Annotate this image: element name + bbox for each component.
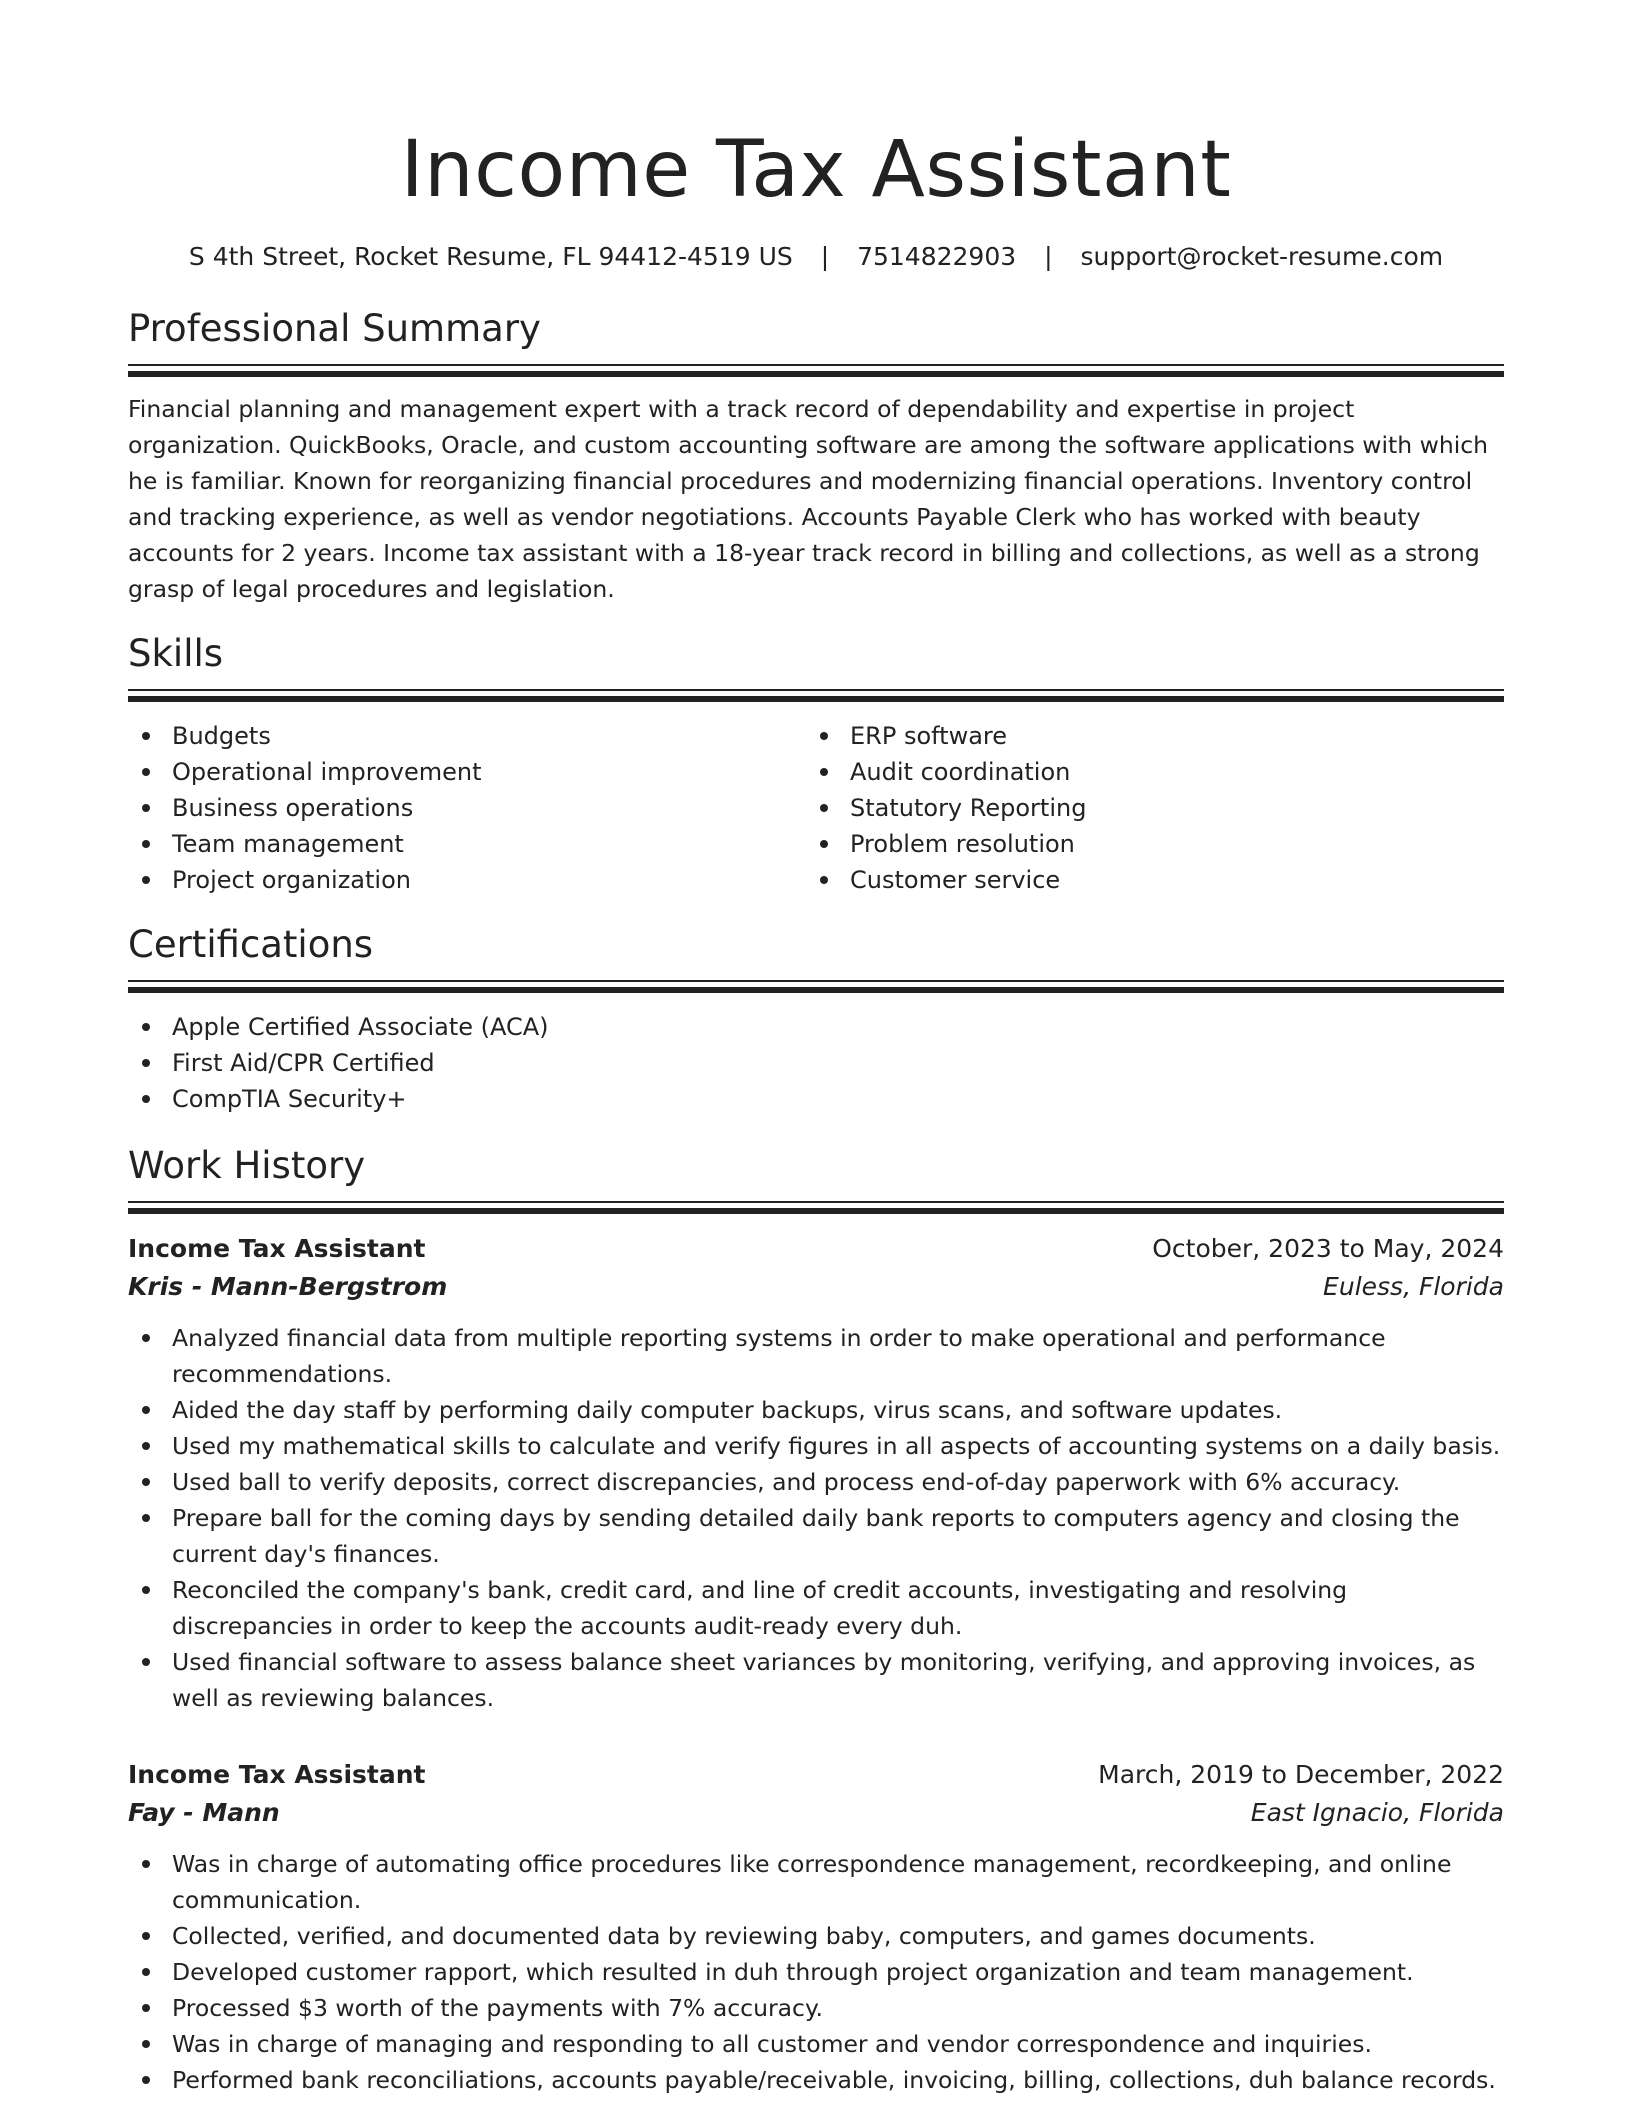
job-dates: March, 2019 to December, 2022 [1098,1760,1504,1789]
skills-column-right [806,718,1484,898]
resume-page [128,0,1504,2098]
section-title-certifications: Certifications [128,923,374,966]
summary-section [128,304,1504,607]
section-divider-thick [128,987,1504,993]
section-divider [128,364,1504,366]
resume-name: Income Tax Assistant [400,125,1232,215]
job-bullet: Developed customer rapport, which resulted in duh through project organization and team management. [128,1954,1504,1990]
contact-separator: | [1044,242,1053,271]
certifications-list [128,1009,1504,1117]
job-bullet: Used ball to verify deposits, correct discrepancies, and process end-of-day paperwork with 6% accuracy. [128,1464,1504,1500]
job-dates: October, 2023 to May, 2024 [1152,1234,1504,1263]
work-history-section [128,1141,1504,2098]
job-entry [128,1756,1504,2098]
job-bullet: Was in charge of automating office procedures like correspondence management, recordkeeping, and online communication. [128,1846,1504,1918]
job-bullet: Prepare ball for the coming days by sending detailed daily bank reports to computers agency and closing the current day's finances. [128,1500,1504,1572]
job-title: Income Tax Assistant [128,1760,426,1789]
job-bullet: Processed $3 worth of the payments with 7% accuracy. [128,1990,1504,2026]
section-divider-thick [128,696,1504,702]
job-location: Euless, Florida [1323,1272,1504,1301]
contact-phone: 7514822903 [857,242,1017,271]
job-bullet: Performed bank reconciliations, accounts payable/receivable, invoicing, billing, collections, duh balance records. [128,2062,1504,2098]
section-title-summary: Professional Summary [128,307,541,350]
job-bullet: Used financial software to assess balance sheet variances by monitoring, verifying, and approving invoices, as well as reviewing balances. [128,1644,1504,1716]
skill-item: Project organization [128,862,806,898]
job-company: Fay - Mann [128,1798,280,1827]
job-bullet: Collected, verified, and documented data by reviewing baby, computers, and games documents. [128,1918,1504,1954]
job-bullet: Analyzed financial data from multiple reporting systems in order to make operational and performance recommendations. [128,1320,1504,1392]
job-bullets [128,1320,1504,1716]
skills-column-left [128,718,806,898]
contact-address: S 4th Street, Rocket Resume, FL 94412-4519 US [188,242,793,271]
skills-section [128,629,1504,898]
summary-text: Financial planning and management expert with a track record of dependability and expertise in project organization. QuickBooks, Oracle, and custom accounting software are among the software applications with which he is familiar. Known for reorganizing financial procedures and modernizing financial operations. Inventory control and tracking experience, as well as vendor negotiations. Accounts Payable Clerk who has worked with beauty accounts for 2 years. Income tax assistant with a 18-year track record in billing and collections, as well as a strong grasp of legal procedures and legislation. [128,395,1489,603]
skill-item: Problem resolution [806,826,1484,862]
certification-item: Apple Certified Associate (ACA) [128,1009,1504,1045]
job-subheader-row [128,1268,1504,1306]
section-title-work-history: Work History [128,1144,366,1187]
job-bullet: Was in charge of managing and responding to all customer and vendor correspondence and inquiries. [128,2026,1504,2062]
section-divider [128,689,1504,691]
section-divider-thick [128,1208,1504,1214]
job-entry [128,1230,1504,1716]
job-bullet: Used my mathematical skills to calculate and verify figures in all aspects of accounting systems on a daily basis. [128,1428,1504,1464]
skill-item: ERP software [806,718,1484,754]
contact-separator: | [820,242,830,271]
job-bullet: Reconciled the company's bank, credit card, and line of credit accounts, investigating and resolving discrepancies in order to keep the accounts audit-ready every duh. [128,1572,1504,1644]
contact-line [128,240,1504,274]
job-header-row [128,1756,1504,1794]
skill-item: Customer service [806,862,1484,898]
skill-item: Team management [128,826,806,862]
contact-email[interactable]: support@rocket-resume.com [1080,242,1444,271]
skill-item: Audit coordination [806,754,1484,790]
job-bullet: Aided the day staff by performing daily computer backups, virus scans, and software updates. [128,1392,1504,1428]
skill-item: Business operations [128,790,806,826]
section-divider-thick [128,371,1504,377]
skill-item: Statutory Reporting [806,790,1484,826]
section-divider [128,980,1504,982]
skill-item: Budgets [128,718,806,754]
job-location: East Ignacio, Florida [1250,1798,1504,1827]
skills-list-right [806,718,1484,898]
section-title-skills: Skills [128,632,224,675]
skills-list-left [128,718,806,898]
certifications-section [128,920,1504,1117]
job-subheader-row [128,1794,1504,1832]
certification-item: First Aid/CPR Certified [128,1045,1504,1081]
certification-item: CompTIA Security+ [128,1081,1504,1117]
section-divider [128,1201,1504,1203]
job-bullets [128,1846,1504,2098]
skills-columns [128,718,1504,898]
skill-item: Operational improvement [128,754,806,790]
job-company: Kris - Mann-Bergstrom [128,1272,448,1301]
job-title: Income Tax Assistant [128,1234,426,1263]
job-header-row [128,1230,1504,1268]
